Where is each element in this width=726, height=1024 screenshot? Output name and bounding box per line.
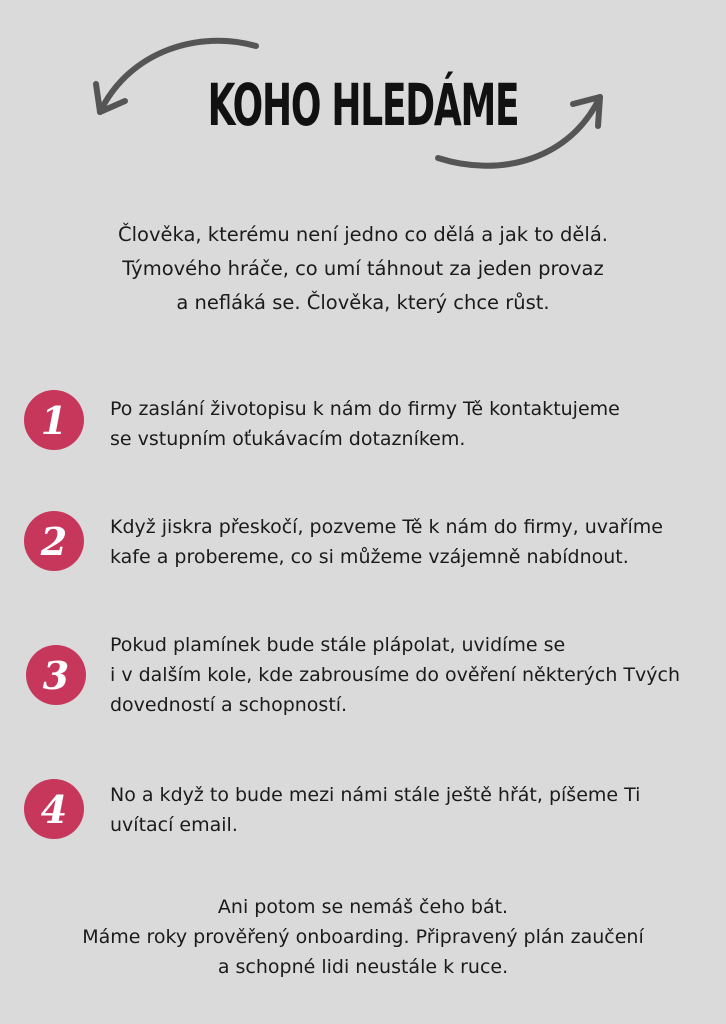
step-line: dovedností a schopností. [110,694,348,716]
step-3-badge [26,645,86,705]
step-line: Pokud plamínek bude stále plápolat, uvidíme se [110,634,566,656]
intro-text [40,218,686,320]
step-1-text [110,394,710,454]
step-line: se vstupním oťukávacím dotazníkem. [110,428,466,450]
intro-line: Člověka, kterému není jedno co dělá a jak to dělá. [118,223,608,246]
outro-line: Máme roky prověřený onboarding. Připravený plán zaučení [82,926,644,948]
step-number: 4 [40,786,68,832]
intro-line: a nefláká se. Člověka, který chce růst. [176,291,550,314]
page-title: KOHO HLEDÁME [207,71,519,139]
step-4-badge [24,779,84,839]
step-line: uvítací email. [110,814,238,836]
outro-line: Ani potom se nemáš čeho bát. [217,896,509,918]
step-number: 1 [40,397,68,443]
step-2-text [110,512,710,572]
step-line: Po zaslání životopisu k nám do firmy Tě kontaktujeme [110,398,620,420]
step-line: No a když to bude mezi námi stále ještě hřát, píšeme Ti [110,784,641,806]
step-line: kafe a probereme, co si můžeme vzájemně nabídnout. [110,546,629,568]
outro-line: a schopné lidi neustále k ruce. [217,956,509,978]
outro-text [30,892,696,982]
intro-line: Týmového hráče, co umí táhnout za jeden provaz [122,257,604,280]
step-1-badge [24,390,84,450]
step-line: i v dalším kole, kde zabrousíme do ověření některých Tvých [110,664,681,686]
step-line: Když jiskra přeskočí, pozveme Tě k nám do firmy, uvaříme [110,516,663,538]
step-2-badge [24,511,84,571]
step-number: 2 [40,518,68,564]
step-4-text [110,780,710,840]
step-number: 3 [42,652,70,698]
step-3-text [110,630,710,720]
